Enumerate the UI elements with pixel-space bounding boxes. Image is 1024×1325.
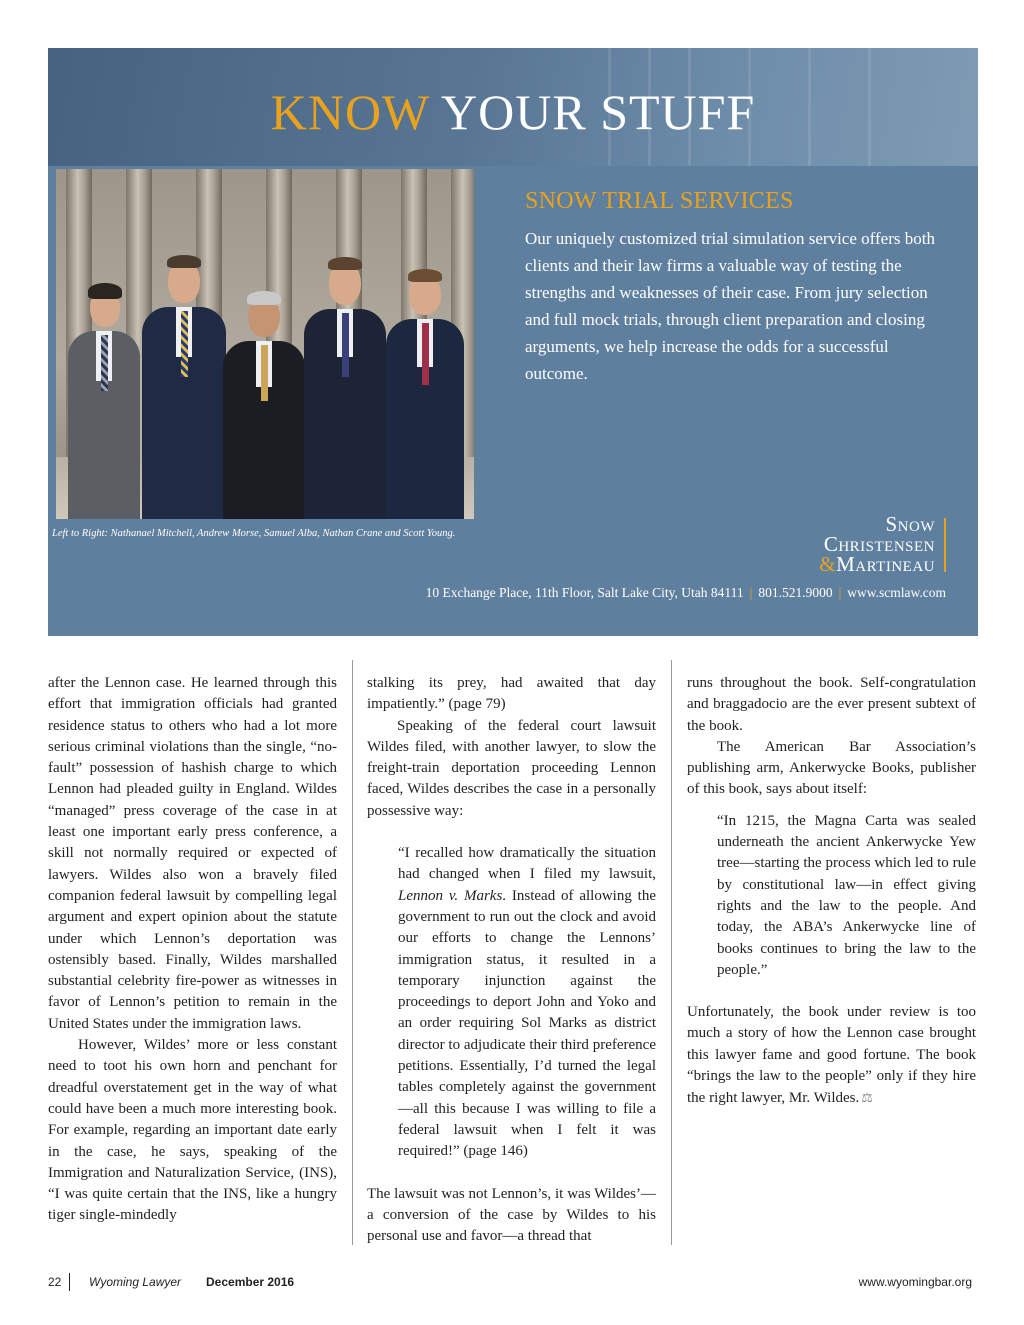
photo-caption: Left to Right: Nathanael Mitchell, Andrew Morse, Samuel Alba, Nathan Crane and Scott Young.: [52, 528, 456, 539]
paragraph: stalking its prey, had awaited that day impatiently.” (page 79): [367, 675, 656, 713]
quote-text: “In 1215, the Magna Carta was sealed underneath the ancient Ankerwycke Yew tree—starting the process which led to rule by constitutional law—in effect giving rights and the law to the people. And today, the ABA’s Ankerwycke line of books continues to bring the law to the people.”: [717, 812, 976, 978]
issue-date: December 2016: [206, 1275, 295, 1289]
firm-logo-rule: [944, 518, 946, 572]
article-column-3: [687, 673, 976, 1110]
publication-name: Wyoming Lawyer: [89, 1275, 182, 1289]
team-photo: [56, 169, 474, 519]
end-of-article-icon: ⚖: [861, 1090, 873, 1106]
case-name: Lennon v. Marks: [398, 887, 503, 904]
column-divider: [352, 660, 353, 1245]
page-footer: [48, 1273, 974, 1291]
ad-headline-highlight: KNOW: [270, 84, 430, 140]
footer-divider: [69, 1273, 70, 1291]
block-quote: [398, 843, 656, 1162]
firm-name-line3: Martineau: [836, 552, 935, 576]
firm-ampersand: &: [819, 552, 837, 576]
firm-address: 10 Exchange Place, 11th Floor, Salt Lake City, Utah 84111: [425, 585, 744, 600]
quote-text: . Instead of allowing the government to run out the clock and avoid our efforts to change the Lennons’ immigration status, it resulted in a temporary injunction against the proceedings to deport John and Yoko and an order requiring Sol Marks as district director to adjudicate their third preference petitions. Essentially, I’d turned the legal tables completely against the government—all this because I was willing to file a federal lawsuit when I felt it was required!” (page 146): [398, 887, 656, 1160]
firm-name-line1: Snow: [885, 512, 935, 536]
page-number: 22: [48, 1275, 62, 1289]
paragraph: after the Lennon case. He learned through this effort that immigration officials had granted residence status to others who had a lot more serious criminal violations than the single, “no-fault” possession of hashish charge to which Lennon had pleaded guilty in England. Wildes “managed” press coverage of the case in at least one important early press conference, a skill not normally required or expected of lawyers. Wildes also won a bravely filed companion federal lawsuit by compelling legal argument and expert opinion about the statute under which Lennon’s deportation was ostensibly based. Finally, Wildes marshalled substantial celebrity fire-power as witnesses in favor of Lennon’s petition to remain in the United States under the immigration laws.: [48, 675, 337, 1032]
ad-headline: [48, 84, 978, 140]
advertisement: [48, 48, 978, 636]
paragraph: However, Wildes’ more or less constant need to toot his own horn and penchant for dreadful overstatement get in the way of what could have been a much more interesting book. For example, regarding an important date early in the case, he says, speaking of the Immigration and Naturalization Service, (INS), “I was quite certain that the INS, like a hungry tiger single-mindedly: [48, 1037, 337, 1224]
firm-contact: 10 Exchange Place, 11th Floor, Salt Lake City, Utah 84111 | 801.521.9000 | www.scmlaw.com: [425, 585, 946, 600]
paragraph: Unfortunately, the book under review is too much a story of how the Lennon case brought this lawyer fame and good fortune. The book “brings the law to the people” only if they hire the right lawyer, Mr. Wildes.: [687, 1004, 976, 1107]
paragraph: Speaking of the federal court lawsuit Wildes filed, with another lawyer, to slow the freight-train deportation proceeding Lennon faced, Wildes describes the case in a personally possessive way:: [367, 717, 656, 819]
firm-phone: 801.521.9000: [758, 585, 833, 600]
firm-website[interactable]: www.scmlaw.com: [847, 585, 946, 600]
quote-text: “I recalled how dramatically the situation had changed when I filed my lawsuit,: [398, 845, 656, 883]
block-quote: [717, 811, 976, 981]
ad-body-text: Our uniquely customized trial simulation service offers both clients and their law firms a valuable way of testing the strengths and weaknesses of their case. From jury selection and full mock trials, through client preparation and closing arguments, we help increase the odds for a successful outcome.: [525, 229, 935, 383]
article-column-2: [367, 673, 656, 1247]
ad-headline-rest: YOUR STUFF: [441, 84, 756, 140]
firm-logo: [819, 514, 935, 574]
article-column-1: [48, 673, 337, 1227]
column-divider: [671, 660, 672, 1245]
ad-subhead: SNOW TRIAL SERVICES: [525, 188, 794, 214]
paragraph: runs throughout the book. Self-congratulation and braggadocio are the ever present subtext of the book.: [687, 675, 976, 734]
paragraph: The American Bar Association’s publishing arm, Ankerwycke Books, publisher of this book, says about itself:: [687, 738, 976, 798]
paragraph: The lawsuit was not Lennon’s, it was Wildes’—a conversion of the case by Wildes to his personal use and favor—a thread that: [367, 1185, 656, 1245]
footer-website[interactable]: www.wyomingbar.org: [858, 1275, 972, 1289]
firm-name-line2: Christensen: [823, 532, 935, 556]
